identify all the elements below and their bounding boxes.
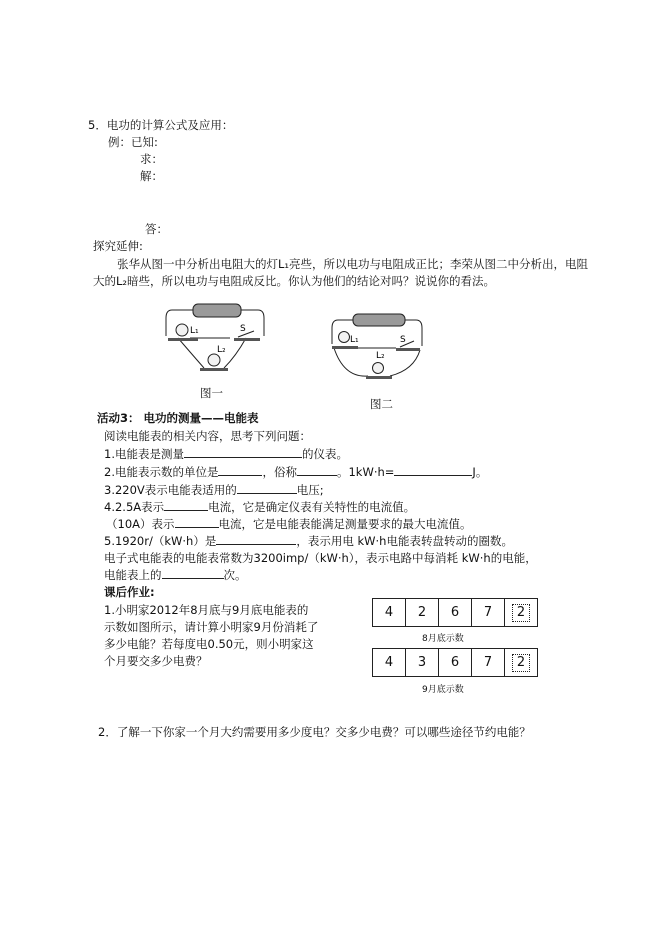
- meter-decimal-digit: 2: [505, 649, 537, 676]
- q2-text-mid2: 。1kW·h=: [336, 465, 395, 479]
- wire: [390, 350, 420, 376]
- ext2-text-post: 次。: [223, 568, 247, 582]
- q2-text-mid: ，俗称: [262, 465, 297, 479]
- circuit-figure-1: [160, 300, 275, 380]
- activity3-intro: 阅读电能表的相关内容，思考下列问题：: [104, 429, 311, 443]
- q4a-text-pre: 4.2.5A表示: [104, 500, 165, 514]
- q4b-text-post: 电流，它是电能表能满足测量要求的最大电流值。: [218, 517, 472, 531]
- question-2: [104, 464, 487, 480]
- q3-text-pre: 3.220V表示电能表适用的: [104, 483, 237, 497]
- activity3-title: 活动3： 电功的测量——电能表: [97, 411, 259, 425]
- bulb-icon: [339, 332, 350, 343]
- circuit-figure-2: [328, 310, 428, 390]
- question-1: [104, 446, 348, 462]
- answer-blank[interactable]: [162, 567, 224, 579]
- explore-title: 探究延伸:: [93, 239, 143, 253]
- answer-label: 答：: [145, 222, 168, 236]
- answer-blank[interactable]: [394, 464, 472, 476]
- homework-q1-line1: 1.小明家2012年8月底与9月底电能表的: [104, 603, 309, 617]
- meter-digit: 3: [406, 649, 439, 676]
- meter-september: [372, 648, 538, 677]
- answer-blank[interactable]: [216, 533, 296, 545]
- question-5: [104, 533, 513, 549]
- homework-q1-line2: 示数如图所示，请计算小明家9月份消耗了: [104, 620, 319, 634]
- label-L1: L₁: [190, 326, 199, 336]
- extension-line2: [104, 567, 247, 583]
- meter-digit: 4: [373, 649, 406, 676]
- meter-august: [372, 598, 538, 627]
- wire: [334, 348, 368, 376]
- label-S: S: [400, 335, 406, 345]
- meter-digit: 4: [373, 599, 406, 626]
- q1-text-pre: 1.电能表是测量: [104, 447, 184, 461]
- explore-paragraph-line1: 张华从图一中分析出电阻大的灯L₁亮些，所以电功与电阻成正比；李荣从图二中分析出，电阻: [117, 257, 589, 271]
- switch-base: [234, 338, 260, 341]
- extension-line1: 电子式电能表的电能表常数为3200imp/（kW·h），表示电路中每消耗 kW·h的电能，: [104, 551, 537, 565]
- q5-text-pre: 5.1920r/（kW·h）是: [104, 534, 217, 548]
- answer-blank[interactable]: [175, 516, 219, 528]
- answer-blank[interactable]: [218, 464, 262, 476]
- meter-digit: 7: [472, 599, 505, 626]
- meter-digit: 7: [472, 649, 505, 676]
- homework-title: 课后作业:: [104, 585, 155, 599]
- question-4a: [104, 499, 415, 515]
- q4a-text-post: 电流，它是确定仪表有关特性的电流值。: [208, 500, 416, 514]
- fig2-caption: 图二: [370, 397, 393, 411]
- example-label: 例：已知:: [108, 135, 158, 149]
- label-S: S: [240, 324, 246, 334]
- q4b-text-pre: （10A）表示: [106, 517, 175, 531]
- wire: [178, 338, 204, 368]
- meter-decimal-digit: 2: [505, 599, 537, 626]
- lamp-base: [332, 346, 358, 349]
- q1-text-post: 的仪表。: [301, 447, 348, 461]
- meter-september-caption: 9月底示数: [422, 685, 464, 695]
- meter-digit: 2: [406, 599, 439, 626]
- answer-blank[interactable]: [237, 482, 297, 494]
- resistor-icon: [193, 304, 241, 317]
- homework-q1-line3: 多少电能？若每度电0.50元，则小明家这: [104, 637, 314, 651]
- solve-label: 解：: [140, 169, 163, 183]
- lamp-base: [366, 376, 392, 379]
- seek-label: 求：: [140, 152, 163, 166]
- question-4b: [106, 516, 472, 532]
- q2-text-pre: 2.电能表示数的单位是: [104, 465, 219, 479]
- label-L1: L₁: [350, 335, 359, 345]
- resistor-icon: [353, 314, 405, 326]
- answer-blank[interactable]: [164, 499, 208, 511]
- label-L2: L₂: [376, 351, 385, 361]
- meter-digit: 6: [439, 599, 472, 626]
- explore-paragraph-line2: 大的L₂暗些，所以电功与电阻成反比。你认为他们的结论对吗？说说你的看法。: [93, 274, 496, 288]
- meter-august-caption: 8月底示数: [422, 634, 464, 644]
- bulb-icon: [373, 363, 384, 374]
- meter-digit: 6: [439, 649, 472, 676]
- ext2-text-pre: 电能表上的: [104, 568, 162, 582]
- label-L2: L₂: [217, 345, 226, 355]
- homework-q2: 2．了解一下你家一个月大约需要用多少度电？交多少电费？可以哪些途径节约电能？: [98, 725, 531, 739]
- bulb-icon: [208, 354, 220, 366]
- lamp-base: [168, 338, 198, 341]
- lamp-base: [200, 368, 228, 371]
- switch-base: [396, 348, 420, 351]
- wire: [405, 320, 422, 346]
- bulb-icon: [176, 324, 188, 336]
- answer-blank[interactable]: [184, 446, 302, 458]
- section5-heading: 5．电功的计算公式及应用：: [88, 118, 234, 132]
- q3-text-post: 电压;: [296, 483, 324, 497]
- wire: [224, 338, 246, 368]
- fig1-caption: 图一: [200, 386, 223, 400]
- question-3: [104, 482, 324, 498]
- q2-text-post: J。: [472, 465, 488, 479]
- q5-text-post: ，表示用电 kW·h电能表转盘转动的圈数。: [296, 534, 513, 548]
- homework-q1-line4: 个月要交多少电费？: [104, 654, 208, 668]
- answer-blank[interactable]: [297, 464, 337, 476]
